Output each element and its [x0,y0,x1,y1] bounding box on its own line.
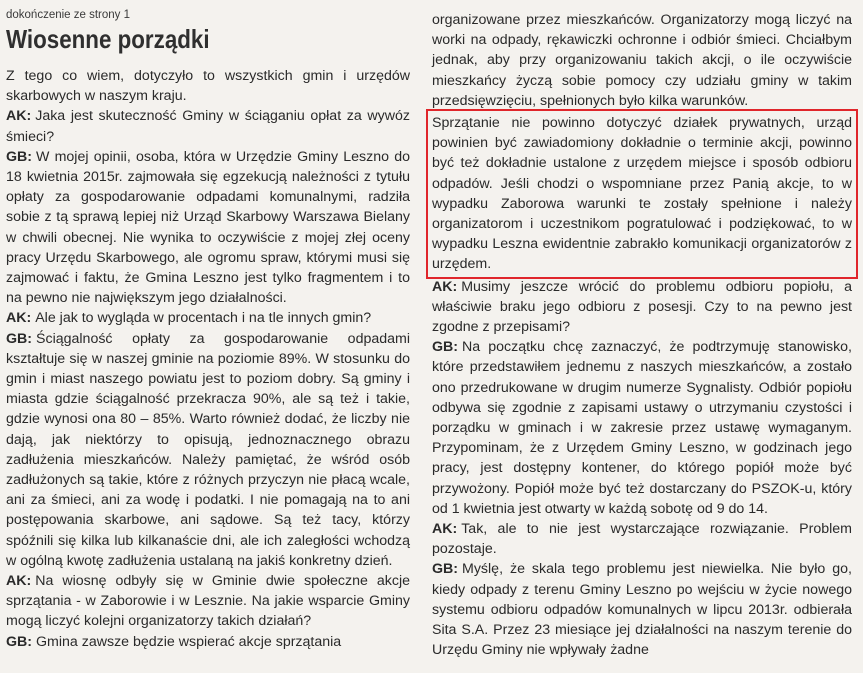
interview-paragraph [432,337,852,519]
speaker-label: AK: [432,521,458,538]
interview-paragraph [6,632,410,652]
interview-paragraph [432,559,852,660]
interview-paragraph [432,277,852,338]
right-column [432,10,852,661]
highlighted-passage: Sprzątanie nie powinno dotyczyć działek prywatnych, urząd powinien być zawiadomiony dokładnie o terminie akcji, powinno być też dokładnie ustalone z urzędem miejsce i sposób odbioru odpadów. Jeśli chodzi o wspomniane przez Panią akcje, to w wypadku Zaborowa warunki te zostały spełnione i należy organizatorom i uczestnikom pogratulować i podziękować, to w wypadku Leszna ewidentnie zabrakło komunikacji organizatorów z urzędem. [430,113,854,275]
speaker-label: GB: [6,633,33,650]
paragraph-text: W mojej opinii, osoba, która w Urzędzie Gminy Leszno do 18 kwietnia 2015r. zajmowała się egzekucją należności z tytułu opłaty za gospodarowanie odpadami komunalnymi, radziła sobie z tą sprawą lepiej niż Urząd Skarbowy Warszawa Bielany w chwili obecnej. Nie wynika to oczywiście z mojej złej oceny pracy Urzędu Skarbowego, ale ogromu spraw, którymi musi się zajmować i faktu, że Gmina Leszno jest tylko fragmentem i to na pewno nie największym jego działalności. [6,148,410,307]
speaker-label: GB: [432,339,459,356]
paragraph-text: Gmina zawsze będzie wspierać akcje sprzątania [36,633,342,650]
speaker-label: GB: [432,561,459,578]
interview-paragraph [432,519,852,559]
speaker-label: AK: [432,278,458,295]
interview-paragraph [6,329,410,571]
left-column [6,0,410,652]
paragraph-text: Tak, ale to nie jest wystarczające rozwiązanie. Problem pozostaje. [432,521,852,558]
interview-paragraph [6,147,410,309]
interview-paragraph [6,308,410,328]
speaker-label: AK: [6,108,32,125]
interview-paragraph [6,66,410,106]
speaker-label: AK: [6,573,32,590]
speaker-label: GB: [6,330,33,347]
paragraph-text: Na początku chcę zaznaczyć, że podtrzymuję stanowisko, które przedstawiłem jednemu z naszych mieszkańców, a zostało ono przedrukowane w drugim numerze Sygnalisty. Odbiór popiołu odbywa się zgodnie z zapisami ustawy o utrzymaniu czystości i porządku w gminach i w zakresie przez ustawę wymaganym. Przypominam, że z Urzędem Gminy Leszno, w godzinach jego pracy, jest dostępny kontener, do którego popiół może być przywożony. Popiół może być też dostarczany do PSZOK-u, który od 1 kwietnia jest otwarty w każdą sobotę od 9 do 14. [432,339,852,517]
paragraph-text: Musimy jeszcze wrócić do problemu odbioru popiołu, a właściwie braku jego odbioru z posesji. Czy to na pewno jest zgodne z przepisami? [432,278,852,336]
paragraph-text: Myślę, że skala tego problemu jest niewielka. Nie było go, kiedy odpady z terenu Gminy Leszno po wejściu w życie nowego systemu odbioru odpadów komunalnych w lipcu 2013r. odbierała Sita S.A. Przez 23 miesiące jej działalności na naszym terenie do Urzędu Gminy nie wpływały żadne [432,561,852,659]
paragraph-text: Ściągalność opłaty za gospodarowanie odpadami kształtuje się w naszej gminie na poziomie 89%. W stosunku do gmin i miast naszego powiatu jest to poziom dobry. Są gminy i miasta gdzie ściągalność przekracza 90%, ale są też i takie, gdzie wynosi ona 80 – 85%. Warto również dodać, że liczby nie dają, jak niektórzy to opisują, jednoznacznego obrazu zadłużenia mieszkańców. Należy pamiętać, że wśród osób zadłużonych są takie, które z różnych przyczyn nie płacą wcale, ani za śmieci, ani za wodę i podatki. I nie pomagają na to ani postępowania skarbowe, ani sądowe. Są też tacy, którzy spóźnili się kilka lub kilkanaście dni, ale ich zaległości wchodzą w ogólną kwotę zadłużenia ustalaną na jakiś konkretny dzień. [6,330,410,569]
right-intro-paragraph: organizowane przez mieszkańców. Organizatorzy mogą liczyć na worki na odpady, rękawiczki ochronne i odbiór śmieci. Chciałbym jednak, aby przy organizowaniu takich akcji, o ile oczywiście mieszkańcy życzą sobie pomocy czy udziału gminy w takim przedsięwzięciu, spełnionych było kilka warunków. [432,12,852,109]
right-paragraphs [432,277,852,661]
paragraph-text: Z tego co wiem, dotyczyło to wszystkich gmin i urzędów skarbowych w naszym kraju. [6,68,410,105]
continuation-note: dokończenie ze strony 1 [6,9,131,21]
article-title: Wiosenne porządki [6,24,210,54]
interview-paragraph [6,571,410,632]
paragraph-text: Ale jak to wygląda w procentach i na tle innych gmin? [35,310,372,327]
paragraph-text: Na wiosnę odbyły się w Gminie dwie społeczne akcje sprzątania - w Zaborowie i w Lesznie. Na jakie wsparcie Gminy mogą liczyć kolejni organizatorzy takich działań? [6,573,410,630]
interview-paragraph [6,106,410,146]
paragraph-text: Jaka jest skuteczność Gminy w ściąganiu opłat za wywóz śmieci? [6,108,410,145]
speaker-label: GB: [6,148,33,165]
speaker-label: AK: [6,310,32,327]
left-paragraphs [6,66,410,652]
